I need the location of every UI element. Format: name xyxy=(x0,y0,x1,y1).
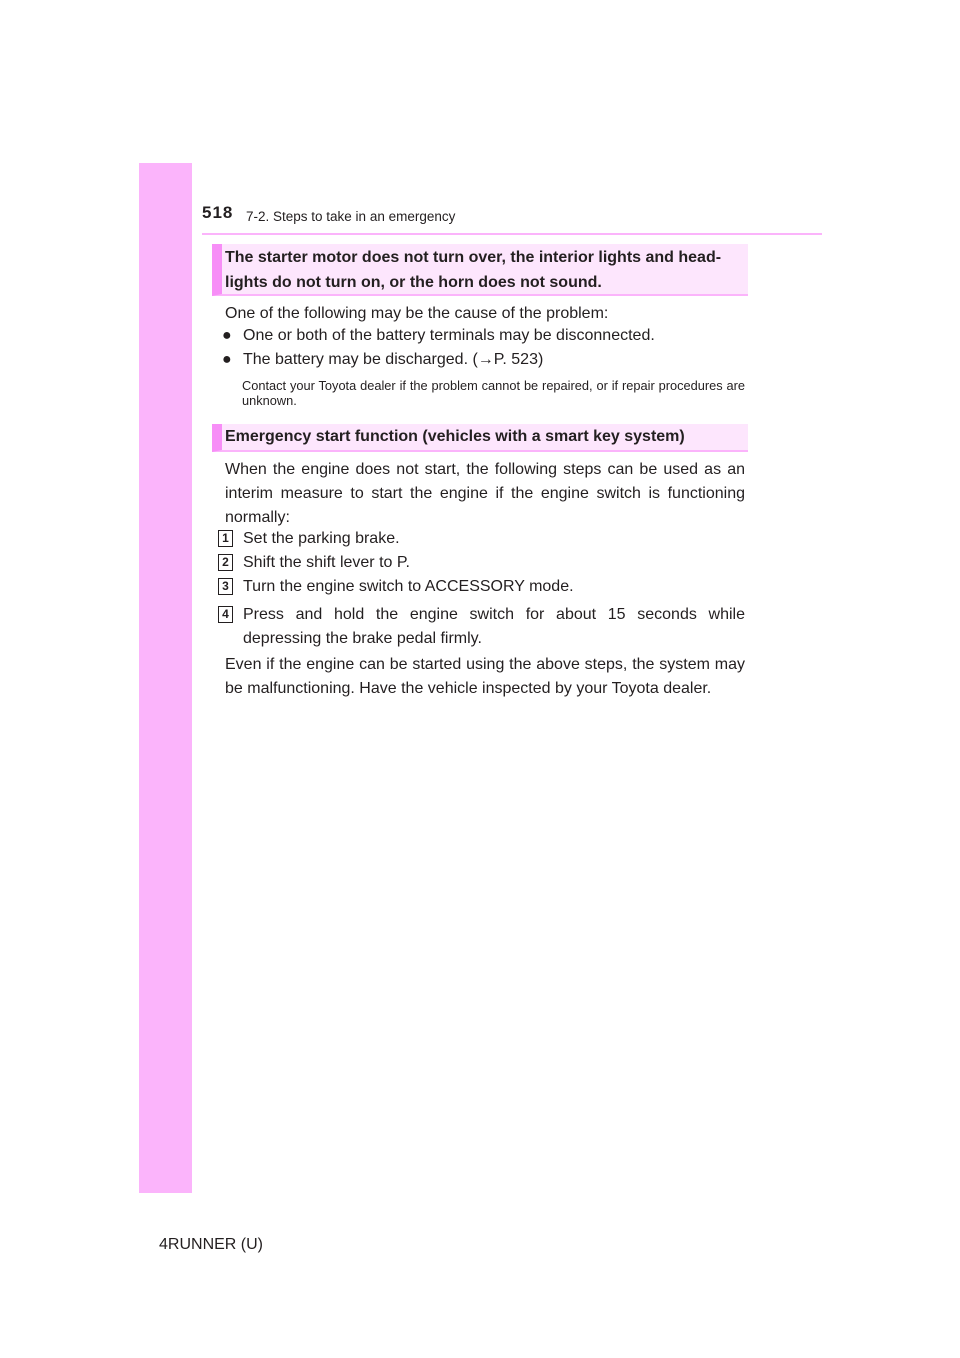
step-text: Turn the engine switch to ACCESSORY mode. xyxy=(243,578,574,595)
cause-item: The battery may be discharged. (→P. 523) xyxy=(243,351,544,368)
section-title: 7-2. Steps to take in an emergency xyxy=(246,209,456,224)
section-heading-emergency-start: Emergency start function (vehicles with a smart key system) xyxy=(212,424,748,452)
page-number: 518 xyxy=(202,203,234,222)
step-text: Press and hold the engine switch for about 15 seconds while depressing the brake pedal firmly. xyxy=(243,606,745,647)
bullet-icon: ● xyxy=(222,327,232,344)
step-number-badge: 4 xyxy=(218,606,233,623)
closing-paragraph: Even if the engine can be started using the above steps, the system may be malfunctioning. Have the vehicle inspected by your Toyota dealer. xyxy=(225,656,745,697)
heading-line-2: lights do not turn on, or the horn does not sound. xyxy=(225,274,602,291)
emergency-intro: When the engine does not start, the following steps can be used as an interim measure to start the engine if the engine switch is functioning normally: xyxy=(225,461,745,526)
cause-item: One or both of the battery terminals may be disconnected. xyxy=(243,327,655,344)
step-text: Set the parking brake. xyxy=(243,530,400,547)
step-number-badge: 2 xyxy=(218,554,233,571)
bullet-icon: ● xyxy=(222,351,232,368)
heading-line-1: The starter motor does not turn over, the interior lights and head- xyxy=(225,249,722,266)
step-text: Shift the shift lever to P. xyxy=(243,554,410,571)
problem-intro: One of the following may be the cause of the problem: xyxy=(225,305,609,322)
dealer-note: Contact your Toyota dealer if the problem cannot be repaired, or if repair procedures are unknown. xyxy=(242,378,745,408)
model-footer: 4RUNNER (U) xyxy=(159,1236,263,1253)
section-heading-starter xyxy=(212,244,748,296)
step-number-badge: 3 xyxy=(218,578,233,595)
chapter-tab-bar xyxy=(139,163,192,1193)
header-rule xyxy=(202,233,822,235)
step-number-badge: 1 xyxy=(218,530,233,547)
